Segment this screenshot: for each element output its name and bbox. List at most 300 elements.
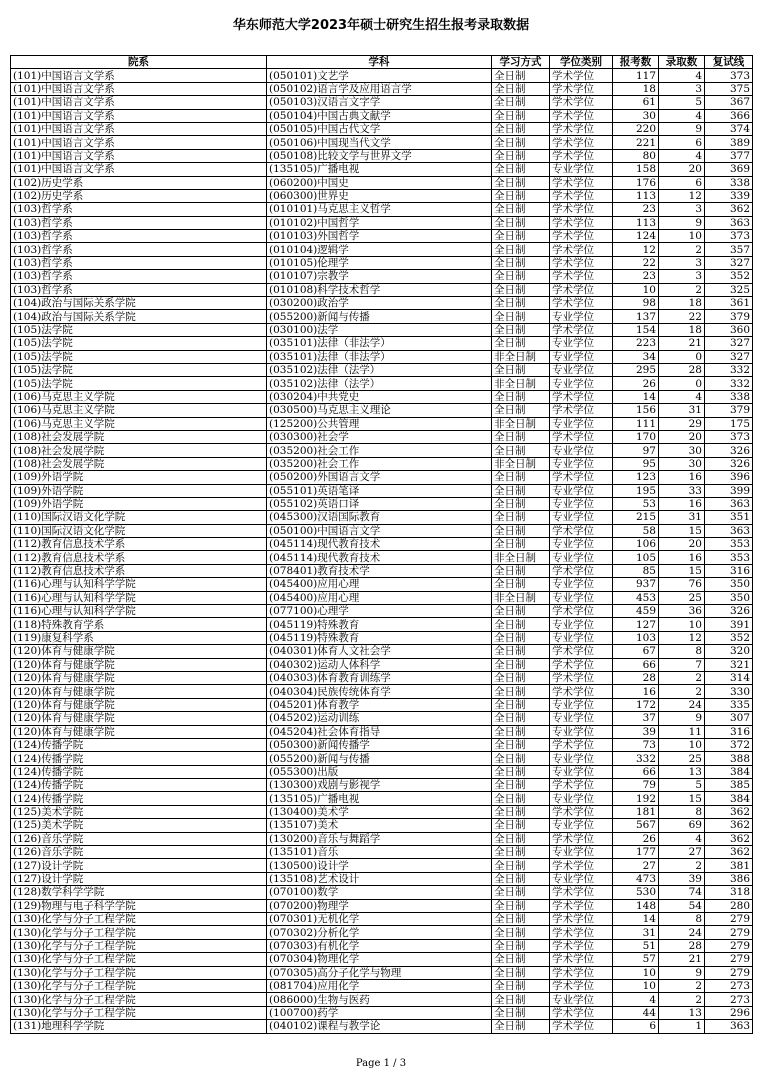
retest-line-cell: 352 [705, 270, 753, 283]
retest-line-cell: 374 [705, 122, 753, 135]
table-row [11, 698, 753, 711]
discipline-cell: (050103)汉语言文字学 [267, 96, 492, 109]
department-cell: (110)国际汉语文化学院 [11, 524, 267, 537]
study-mode-cell: 全日制 [492, 323, 550, 336]
admitted-cell: 0 [659, 350, 705, 363]
department-cell: (102)历史学系 [11, 176, 267, 189]
discipline-cell: (030200)政治学 [267, 297, 492, 310]
degree-type-cell: 专业学位 [550, 725, 613, 738]
retest-line-cell: 353 [705, 551, 753, 564]
department-cell: (120)体育与健康学院 [11, 712, 267, 725]
admitted-cell: 18 [659, 297, 705, 310]
retest-line-cell: 369 [705, 163, 753, 176]
degree-type-cell: 专业学位 [550, 350, 613, 363]
applicants-cell: 459 [613, 605, 659, 618]
discipline-cell: (035200)社会工作 [267, 457, 492, 470]
applicants-cell: 530 [613, 886, 659, 899]
department-cell: (130)化学与分子工程学院 [11, 979, 267, 992]
table-row [11, 738, 753, 751]
admitted-cell: 13 [659, 765, 705, 778]
admitted-cell: 9 [659, 122, 705, 135]
discipline-cell: (055300)出版 [267, 765, 492, 778]
study-mode-cell: 全日制 [492, 805, 550, 818]
table-row [11, 122, 753, 135]
study-mode-cell: 全日制 [492, 283, 550, 296]
degree-type-cell: 专业学位 [550, 846, 613, 859]
discipline-cell: (070305)高分子化学与物理 [267, 966, 492, 979]
admitted-cell: 30 [659, 457, 705, 470]
degree-type-cell: 学术学位 [550, 69, 613, 82]
admitted-cell: 29 [659, 417, 705, 430]
table-row [11, 430, 753, 443]
degree-type-cell: 专业学位 [550, 497, 613, 510]
discipline-cell: (050106)中国现当代文学 [267, 136, 492, 149]
admitted-cell: 12 [659, 189, 705, 202]
table-row [11, 243, 753, 256]
degree-type-cell: 专业学位 [550, 993, 613, 1006]
discipline-cell: (135101)音乐 [267, 846, 492, 859]
retest-line-cell: 372 [705, 738, 753, 751]
department-cell: (103)哲学系 [11, 216, 267, 229]
table-row [11, 685, 753, 698]
applicants-cell: 26 [613, 377, 659, 390]
admissions-table [10, 55, 753, 1034]
retest-line-cell: 377 [705, 149, 753, 162]
study-mode-cell: 全日制 [492, 913, 550, 926]
study-mode-cell: 非全日制 [492, 417, 550, 430]
admitted-cell: 54 [659, 899, 705, 912]
department-cell: (112)教育信息技术学系 [11, 551, 267, 564]
retest-line-cell: 399 [705, 484, 753, 497]
admitted-cell: 76 [659, 578, 705, 591]
degree-type-cell: 学术学位 [550, 886, 613, 899]
degree-type-cell: 学术学位 [550, 738, 613, 751]
applicants-cell: 97 [613, 444, 659, 457]
admitted-cell: 2 [659, 979, 705, 992]
retest-line-cell: 351 [705, 511, 753, 524]
retest-line-cell: 339 [705, 189, 753, 202]
table-row [11, 337, 753, 350]
applicants-cell: 53 [613, 497, 659, 510]
table-row [11, 390, 753, 403]
retest-line-cell: 273 [705, 979, 753, 992]
retest-line-cell: 350 [705, 578, 753, 591]
retest-line-cell: 363 [705, 524, 753, 537]
retest-line-cell: 321 [705, 658, 753, 671]
department-cell: (130)化学与分子工程学院 [11, 913, 267, 926]
applicants-cell: 195 [613, 484, 659, 497]
degree-type-cell: 专业学位 [550, 578, 613, 591]
degree-type-cell: 专业学位 [550, 310, 613, 323]
department-cell: (103)哲学系 [11, 270, 267, 283]
discipline-cell: (050105)中国古代文学 [267, 122, 492, 135]
degree-type-cell: 专业学位 [550, 457, 613, 470]
retest-line-cell: 362 [705, 819, 753, 832]
discipline-cell: (130300)戏剧与影视学 [267, 779, 492, 792]
discipline-cell: (078401)教育技术学 [267, 564, 492, 577]
table-row [11, 819, 753, 832]
admitted-cell: 15 [659, 792, 705, 805]
applicants-cell: 567 [613, 819, 659, 832]
department-cell: (109)外语学院 [11, 471, 267, 484]
degree-type-cell: 学术学位 [550, 390, 613, 403]
table-row [11, 484, 753, 497]
degree-type-cell: 学术学位 [550, 430, 613, 443]
table-row [11, 497, 753, 510]
table-row [11, 1006, 753, 1019]
department-cell: (104)政治与国际关系学院 [11, 297, 267, 310]
degree-type-cell: 专业学位 [550, 712, 613, 725]
discipline-cell: (045400)应用心理 [267, 591, 492, 604]
retest-line-cell: 379 [705, 404, 753, 417]
retest-line-cell: 363 [705, 1020, 753, 1033]
discipline-cell: (035102)法律（法学） [267, 363, 492, 376]
table-row [11, 538, 753, 551]
degree-type-cell: 学术学位 [550, 270, 613, 283]
discipline-cell: (125200)公共管理 [267, 417, 492, 430]
study-mode-cell: 全日制 [492, 524, 550, 537]
table-row [11, 765, 753, 778]
study-mode-cell: 全日制 [492, 82, 550, 95]
degree-type-cell: 学术学位 [550, 189, 613, 202]
study-mode-cell: 全日制 [492, 444, 550, 457]
applicants-cell: 67 [613, 645, 659, 658]
table-row [11, 256, 753, 269]
degree-type-cell: 专业学位 [550, 591, 613, 604]
discipline-cell: (030500)马克思主义理论 [267, 404, 492, 417]
retest-line-cell: 325 [705, 283, 753, 296]
degree-type-cell: 专业学位 [550, 819, 613, 832]
retest-line-cell: 326 [705, 444, 753, 457]
degree-type-cell: 学术学位 [550, 136, 613, 149]
admitted-cell: 2 [659, 859, 705, 872]
table-row [11, 524, 753, 537]
table-row [11, 163, 753, 176]
retest-line-cell: 326 [705, 605, 753, 618]
table-row [11, 993, 753, 1006]
admitted-cell: 3 [659, 256, 705, 269]
discipline-cell: (010104)逻辑学 [267, 243, 492, 256]
applicants-cell: 10 [613, 283, 659, 296]
retest-line-cell: 332 [705, 377, 753, 390]
degree-type-cell: 学术学位 [550, 685, 613, 698]
retest-line-cell: 318 [705, 886, 753, 899]
discipline-cell: (077100)心理学 [267, 605, 492, 618]
discipline-cell: (030204)中共党史 [267, 390, 492, 403]
applicants-cell: 30 [613, 109, 659, 122]
table-row [11, 363, 753, 376]
admitted-cell: 4 [659, 832, 705, 845]
retest-line-cell: 362 [705, 832, 753, 845]
retest-line-cell: 391 [705, 618, 753, 631]
applicants-cell: 181 [613, 805, 659, 818]
admitted-cell: 30 [659, 444, 705, 457]
study-mode-cell: 全日制 [492, 886, 550, 899]
table-row [11, 779, 753, 792]
discipline-cell: (045204)社会体育指导 [267, 725, 492, 738]
department-cell: (103)哲学系 [11, 283, 267, 296]
study-mode-cell: 非全日制 [492, 551, 550, 564]
table-row [11, 886, 753, 899]
discipline-cell: (070301)无机化学 [267, 913, 492, 926]
table-row [11, 832, 753, 845]
discipline-cell: (070100)数学 [267, 886, 492, 899]
department-cell: (124)传播学院 [11, 752, 267, 765]
retest-line-cell: 386 [705, 872, 753, 885]
applicants-cell: 27 [613, 859, 659, 872]
study-mode-cell: 全日制 [492, 832, 550, 845]
discipline-cell: (070302)分析化学 [267, 926, 492, 939]
admitted-cell: 5 [659, 779, 705, 792]
department-cell: (131)地理科学学院 [11, 1020, 267, 1033]
discipline-cell: (045400)应用心理 [267, 578, 492, 591]
retest-line-cell: 362 [705, 846, 753, 859]
study-mode-cell: 全日制 [492, 658, 550, 671]
degree-type-cell: 学术学位 [550, 913, 613, 926]
study-mode-cell: 非全日制 [492, 350, 550, 363]
retest-line-cell: 175 [705, 417, 753, 430]
applicants-cell: 39 [613, 725, 659, 738]
study-mode-cell: 全日制 [492, 363, 550, 376]
study-mode-cell: 全日制 [492, 243, 550, 256]
degree-type-cell: 学术学位 [550, 859, 613, 872]
table-row [11, 457, 753, 470]
discipline-cell: (040303)体育教育训练学 [267, 671, 492, 684]
study-mode-cell: 全日制 [492, 564, 550, 577]
applicants-cell: 79 [613, 779, 659, 792]
department-cell: (116)心理与认知科学学院 [11, 591, 267, 604]
discipline-cell: (045114)现代教育技术 [267, 551, 492, 564]
department-cell: (101)中国语言文学系 [11, 163, 267, 176]
retest-line-cell: 314 [705, 671, 753, 684]
table-row [11, 69, 753, 82]
applicants-cell: 18 [613, 82, 659, 95]
admitted-cell: 20 [659, 163, 705, 176]
admitted-cell: 24 [659, 926, 705, 939]
study-mode-cell: 全日制 [492, 779, 550, 792]
retest-line-cell: 360 [705, 323, 753, 336]
admitted-cell: 36 [659, 605, 705, 618]
applicants-cell: 105 [613, 551, 659, 564]
admitted-cell: 21 [659, 337, 705, 350]
study-mode-cell: 全日制 [492, 122, 550, 135]
admitted-cell: 8 [659, 913, 705, 926]
retest-line-cell: 326 [705, 457, 753, 470]
study-mode-cell: 全日制 [492, 939, 550, 952]
department-cell: (120)体育与健康学院 [11, 725, 267, 738]
table-row [11, 417, 753, 430]
study-mode-cell: 全日制 [492, 404, 550, 417]
admitted-cell: 3 [659, 203, 705, 216]
discipline-cell: (130200)音乐与舞蹈学 [267, 832, 492, 845]
table-row [11, 109, 753, 122]
study-mode-cell: 全日制 [492, 966, 550, 979]
retest-line-cell: 373 [705, 430, 753, 443]
department-cell: (124)传播学院 [11, 765, 267, 778]
discipline-cell: (010108)科学技术哲学 [267, 283, 492, 296]
table-row [11, 591, 753, 604]
retest-line-cell: 279 [705, 953, 753, 966]
table-row [11, 404, 753, 417]
discipline-cell: (040301)体育人文社会学 [267, 645, 492, 658]
column-header-study-mode: 学习方式 [492, 56, 550, 69]
table-body [11, 69, 753, 1033]
study-mode-cell: 全日制 [492, 203, 550, 216]
admitted-cell: 16 [659, 471, 705, 484]
admitted-cell: 12 [659, 631, 705, 644]
admitted-cell: 15 [659, 524, 705, 537]
table-row [11, 270, 753, 283]
applicants-cell: 473 [613, 872, 659, 885]
table-row [11, 578, 753, 591]
department-cell: (130)化学与分子工程学院 [11, 926, 267, 939]
degree-type-cell: 学术学位 [550, 82, 613, 95]
discipline-cell: (030300)社会学 [267, 430, 492, 443]
table-row [11, 671, 753, 684]
study-mode-cell: 全日制 [492, 698, 550, 711]
department-cell: (101)中国语言文学系 [11, 136, 267, 149]
table-row [11, 444, 753, 457]
department-cell: (110)国际汉语文化学院 [11, 511, 267, 524]
retest-line-cell: 388 [705, 752, 753, 765]
study-mode-cell: 全日制 [492, 538, 550, 551]
retest-line-cell: 307 [705, 712, 753, 725]
study-mode-cell: 全日制 [492, 337, 550, 350]
discipline-cell: (050100)中国语言文学 [267, 524, 492, 537]
discipline-cell: (050102)语言学及应用语言学 [267, 82, 492, 95]
study-mode-cell: 全日制 [492, 484, 550, 497]
retest-line-cell: 361 [705, 297, 753, 310]
applicants-cell: 28 [613, 671, 659, 684]
retest-line-cell: 363 [705, 216, 753, 229]
study-mode-cell: 全日制 [492, 69, 550, 82]
department-cell: (101)中国语言文学系 [11, 149, 267, 162]
applicants-cell: 61 [613, 96, 659, 109]
department-cell: (120)体育与健康学院 [11, 698, 267, 711]
discipline-cell: (010105)伦理学 [267, 256, 492, 269]
department-cell: (126)音乐学院 [11, 846, 267, 859]
retest-line-cell: 363 [705, 497, 753, 510]
discipline-cell: (030100)法学 [267, 323, 492, 336]
table-row [11, 618, 753, 631]
admitted-cell: 15 [659, 564, 705, 577]
study-mode-cell: 非全日制 [492, 457, 550, 470]
study-mode-cell: 全日制 [492, 685, 550, 698]
study-mode-cell: 全日制 [492, 96, 550, 109]
retest-line-cell: 362 [705, 805, 753, 818]
applicants-cell: 148 [613, 899, 659, 912]
department-cell: (109)外语学院 [11, 484, 267, 497]
table-row [11, 605, 753, 618]
table-row [11, 323, 753, 336]
degree-type-cell: 专业学位 [550, 765, 613, 778]
table-row [11, 216, 753, 229]
degree-type-cell: 学术学位 [550, 658, 613, 671]
retest-line-cell: 279 [705, 939, 753, 952]
admitted-cell: 69 [659, 819, 705, 832]
department-cell: (105)法学院 [11, 337, 267, 350]
discipline-cell: (035101)法律（非法学） [267, 337, 492, 350]
study-mode-cell: 全日制 [492, 819, 550, 832]
discipline-cell: (055200)新闻与传播 [267, 752, 492, 765]
discipline-cell: (045202)运动训练 [267, 712, 492, 725]
degree-type-cell: 学术学位 [550, 564, 613, 577]
table-row [11, 872, 753, 885]
degree-type-cell: 学术学位 [550, 203, 613, 216]
discipline-cell: (010102)中国哲学 [267, 216, 492, 229]
admitted-cell: 31 [659, 511, 705, 524]
table-row [11, 846, 753, 859]
department-cell: (104)政治与国际关系学院 [11, 310, 267, 323]
admitted-cell: 4 [659, 149, 705, 162]
department-cell: (105)法学院 [11, 323, 267, 336]
study-mode-cell: 全日制 [492, 471, 550, 484]
admitted-cell: 25 [659, 591, 705, 604]
applicants-cell: 176 [613, 176, 659, 189]
table-row [11, 805, 753, 818]
table-row [11, 1020, 753, 1033]
column-header-admitted: 录取数 [659, 56, 705, 69]
degree-type-cell: 专业学位 [550, 363, 613, 376]
retest-line-cell: 327 [705, 337, 753, 350]
retest-line-cell: 338 [705, 390, 753, 403]
retest-line-cell: 316 [705, 564, 753, 577]
department-cell: (109)外语学院 [11, 497, 267, 510]
table-row [11, 189, 753, 202]
study-mode-cell: 全日制 [492, 953, 550, 966]
retest-line-cell: 332 [705, 363, 753, 376]
discipline-cell: (135105)广播电视 [267, 792, 492, 805]
admitted-cell: 2 [659, 685, 705, 698]
applicants-cell: 177 [613, 846, 659, 859]
admitted-cell: 2 [659, 243, 705, 256]
department-cell: (105)法学院 [11, 350, 267, 363]
table-row [11, 926, 753, 939]
degree-type-cell: 学术学位 [550, 109, 613, 122]
table-row [11, 792, 753, 805]
study-mode-cell: 全日制 [492, 712, 550, 725]
table-row [11, 966, 753, 979]
admitted-cell: 21 [659, 953, 705, 966]
study-mode-cell: 全日制 [492, 993, 550, 1006]
table-row [11, 283, 753, 296]
table-row [11, 471, 753, 484]
discipline-cell: (045201)体育教学 [267, 698, 492, 711]
table-row [11, 725, 753, 738]
retest-line-cell: 373 [705, 230, 753, 243]
department-cell: (105)法学院 [11, 377, 267, 390]
study-mode-cell: 全日制 [492, 846, 550, 859]
admitted-cell: 6 [659, 136, 705, 149]
applicants-cell: 223 [613, 337, 659, 350]
applicants-cell: 106 [613, 538, 659, 551]
table-row [11, 979, 753, 992]
degree-type-cell: 专业学位 [550, 377, 613, 390]
applicants-cell: 192 [613, 792, 659, 805]
admitted-cell: 9 [659, 712, 705, 725]
department-cell: (130)化学与分子工程学院 [11, 1006, 267, 1019]
degree-type-cell: 专业学位 [550, 551, 613, 564]
department-cell: (120)体育与健康学院 [11, 645, 267, 658]
applicants-cell: 158 [613, 163, 659, 176]
study-mode-cell: 全日制 [492, 176, 550, 189]
department-cell: (130)化学与分子工程学院 [11, 953, 267, 966]
applicants-cell: 937 [613, 578, 659, 591]
study-mode-cell: 全日制 [492, 725, 550, 738]
applicants-cell: 127 [613, 618, 659, 631]
study-mode-cell: 全日制 [492, 390, 550, 403]
study-mode-cell: 全日制 [492, 671, 550, 684]
